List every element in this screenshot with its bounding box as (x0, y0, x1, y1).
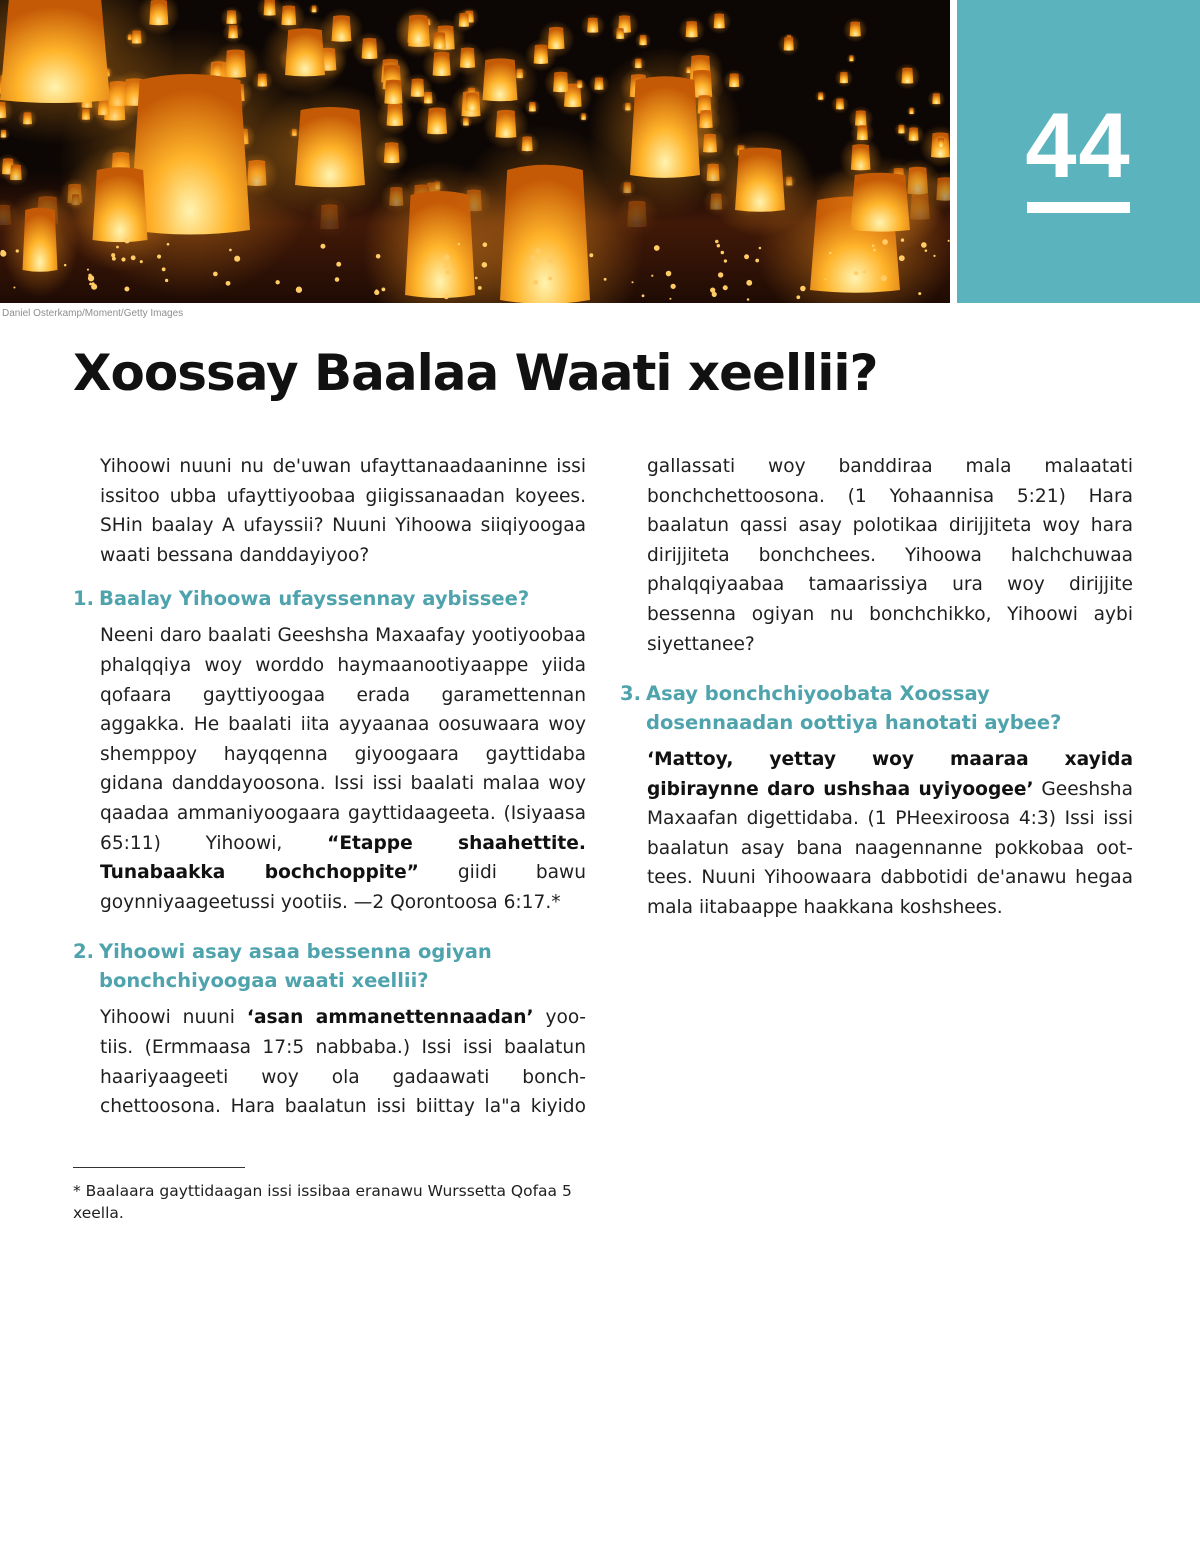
candle-light (548, 277, 552, 281)
lesson-number-box (957, 0, 1200, 303)
q2-before: Yihoowi nuuni (100, 1007, 235, 1029)
candle-light (548, 258, 554, 264)
candle-light (376, 254, 381, 259)
q1-text: Neeni daro baalati Geeshsha Maxaafay yootiyoobaa phalqqiya woy worddo haymaanootiyaappe yiida qofaara gayttiyoogaa erada garamettennan aggakka. He baalati iita ayyaanaa oosuwaara woy shemppoy hayqqenna giyoogaara gayttidaba gidana danddayoosona. Issi issi baalati malaa woy qaadaa ammaniyoogaara gayttidaageeta. (Isiyaasa 65:11) Yihoowi, (100, 625, 586, 854)
candle-light (531, 255, 537, 261)
candle-light (829, 252, 832, 255)
lantern-large (295, 107, 365, 187)
candle-light (651, 275, 653, 277)
candle-light (444, 265, 448, 269)
lantern (639, 35, 647, 45)
lantern (264, 0, 276, 16)
candle-light (335, 277, 340, 282)
candle-light (872, 244, 875, 247)
candle-light (882, 239, 888, 245)
question-3-heading (620, 679, 1133, 737)
candle-light (800, 286, 806, 292)
candle-light (642, 294, 645, 297)
question-1-paragraph (100, 621, 586, 917)
candle-light (746, 280, 752, 286)
lantern-large (500, 165, 590, 303)
candle-light (374, 290, 379, 295)
lantern (898, 125, 905, 134)
candle-light (445, 270, 450, 275)
candle-light (13, 286, 15, 288)
lantern (932, 93, 940, 104)
lantern (686, 21, 698, 37)
candle-light (140, 260, 143, 263)
lantern (427, 107, 447, 134)
lesson-number: 44 (1025, 95, 1132, 197)
question-2-paragraph-continued-flow (647, 452, 1133, 659)
lantern-large (93, 167, 148, 242)
candle-light (116, 246, 119, 249)
q2-text: yootiis. (Ermmaasa 17:5 nabbaba.) Issi issi baalatun haariyaageeti woy ola gadaawati bonchchettoosona. Hara baalatun issi biittay la"a kiyido (100, 1007, 586, 1118)
candle-light (88, 275, 94, 281)
footnote-divider (73, 1167, 245, 1168)
candle-light (165, 279, 168, 282)
candle-light (131, 255, 136, 260)
question-2-heading (73, 937, 586, 995)
candle-light (589, 253, 593, 257)
candle-light (234, 256, 240, 262)
question-3-text: Asay bonchchiyoobata Xoossay dosennaadan oottiya hanotati aybee? (646, 682, 1062, 734)
candle-light (483, 242, 488, 247)
candle-light (229, 249, 232, 252)
question-3-number: 3. (620, 682, 641, 705)
lantern-large (483, 58, 518, 101)
candle-light (16, 249, 19, 252)
image-credit: Daniel Osterkamp/Moment/Getty Images (2, 308, 184, 319)
candle-light (933, 255, 935, 257)
q1-bold-quote: “Etappe shaahettite. Tunabaakka bochchoppite” (100, 832, 586, 884)
candle-light (89, 283, 92, 286)
candle-light (64, 264, 67, 267)
lantern (784, 37, 794, 51)
candle-light (918, 292, 921, 295)
candle-light (744, 254, 749, 259)
candle-light (320, 244, 325, 249)
question-2-paragraph-continued (647, 452, 1133, 659)
lantern (850, 21, 861, 36)
page-title: Xoossay Baalaa Waati xeellii? (73, 344, 878, 402)
candle-light (213, 272, 218, 277)
candle-light (0, 251, 6, 257)
question-1-heading (73, 584, 586, 613)
candle-light (948, 240, 950, 242)
candle-light (540, 256, 543, 259)
lantern (849, 55, 853, 61)
candle-light (157, 254, 161, 258)
candle-light (444, 254, 450, 260)
candle-light (458, 243, 461, 246)
header-photo-lanterns (0, 0, 950, 303)
candle-light (901, 238, 904, 241)
candle-light (444, 294, 449, 299)
lesson-number-underline (1027, 202, 1130, 213)
candle-light (712, 292, 717, 297)
candle-light (167, 243, 170, 246)
candle-light (275, 280, 279, 284)
candle-light (631, 281, 633, 283)
lantern (581, 113, 586, 120)
lantern (312, 6, 317, 13)
lantern (714, 13, 725, 28)
question-1-text: Baalay Yihoowa ufayssennay aybissee? (99, 587, 530, 611)
candle-light (881, 275, 887, 281)
candle-light (759, 247, 762, 250)
candle-light (824, 278, 826, 280)
candle-light (111, 253, 115, 257)
question-1-number: 1. (73, 587, 94, 611)
lantern (901, 68, 913, 84)
candle-light (604, 278, 607, 281)
candle-light (854, 271, 858, 275)
candle-light (671, 284, 676, 289)
candle-light (112, 257, 116, 261)
candle-light (91, 284, 97, 290)
candle-light (381, 287, 385, 291)
candle-light (475, 277, 478, 280)
candle-light (654, 245, 660, 251)
question-2-paragraph (100, 1003, 586, 1121)
lantern (553, 72, 568, 93)
lantern (577, 80, 583, 87)
candle-light (796, 295, 800, 299)
candle-light (873, 249, 876, 252)
candle-light (723, 285, 728, 290)
candle-light (666, 271, 672, 277)
lantern-illustration (0, 0, 950, 303)
lantern (729, 73, 739, 87)
candle-light (721, 251, 725, 255)
candle-light (162, 267, 166, 271)
candle-light (755, 259, 759, 263)
q3-bold-quote: ‘Mattoy, yettay woy maaraa xayida gibiraynne daro ushshaa uyiyoogee’ (647, 749, 1133, 800)
candle-light (533, 280, 538, 285)
intro-paragraph: Yihoowi nuuni nu de'uwan ufayttanaadaaninne issi issitoo ubba ufayttiyoobaa giigissanaadan koyees. SHin baalay A ufayssii? Nuuni Yihoowa siiqiyoogaa waati bessana danddayiyoo? (100, 456, 586, 566)
q2-bold-quote: ‘asan ammanettennaadan’ (246, 1007, 534, 1029)
lantern-large (285, 28, 325, 76)
candle-light (226, 281, 231, 286)
question-2-text: Yihoowi asay asaa bessenna ogiyan bonchchiyoogaa waati xeellii? (99, 940, 492, 993)
candle-light (747, 298, 750, 301)
question-3-paragraph (647, 745, 1133, 923)
lantern (840, 72, 848, 83)
candle-light (863, 270, 866, 273)
left-column (73, 452, 586, 1121)
candle-light (478, 286, 482, 290)
candle-light (717, 244, 720, 247)
lantern-large (23, 208, 58, 272)
candle-light (724, 259, 727, 262)
lantern (407, 15, 429, 44)
candle-light (718, 272, 723, 277)
candle-light (715, 240, 719, 244)
lantern-large (630, 76, 700, 178)
candle-light (482, 262, 488, 268)
candle-light (535, 248, 541, 254)
lantern (836, 98, 844, 109)
question-2-number: 2. (73, 940, 94, 964)
lantern (909, 127, 919, 140)
q3-text: Geeshsha Maxaafan digettidaba. (1 PHeexiroosa 4:3) Issi issi baalatun asay bana naagennanne pokkobaa oottees. Nuuni Yihoowaara dabbotidi de'anawu hegaa mala iitabaappe haakkana koshshees. (647, 778, 1133, 918)
candle-light (124, 238, 129, 243)
candle-light (899, 255, 905, 261)
lantern (362, 38, 378, 59)
lantern (938, 138, 945, 147)
q2-text-cont: gallassati woy banddiraa mala malaatati bonchchettoosona. (1 Yohaannisa 5:21) Hara baalatun qassi asay polotikaa dirijjiteta woy hara dirijjiteta bonchchees. Yihoowa halchchuwaa phalqqiyaabaa tamaarissiya ura woy dirijjite bessenna ogiyan nu bonchchikko, Yihoowi aybi siyettanee? (647, 455, 1133, 655)
lantern-large (735, 148, 785, 212)
lantern (534, 45, 549, 64)
right-column (620, 452, 1133, 937)
lantern (616, 28, 624, 39)
candle-light (336, 262, 341, 267)
candle-light (87, 269, 89, 271)
lantern (818, 92, 824, 99)
lantern (384, 80, 402, 104)
lantern (909, 108, 914, 114)
lantern (433, 52, 451, 76)
lantern-large (850, 173, 910, 232)
footnote: * Baalaara gayttidaagan issi issibaa eranawu Wurssetta Qofaa 5 xeella. (73, 1182, 572, 1222)
lantern (587, 18, 598, 33)
candle-light (296, 287, 302, 293)
q1-after: giidi bawu goynniyaageetussi yootiis. —2 Qorontoosa 6:17.* (100, 862, 587, 913)
lantern (459, 13, 469, 27)
candle-light (921, 242, 927, 248)
candle-light (124, 287, 129, 292)
candle-light (669, 298, 671, 300)
candle-light (925, 249, 928, 252)
candle-light (121, 257, 125, 261)
